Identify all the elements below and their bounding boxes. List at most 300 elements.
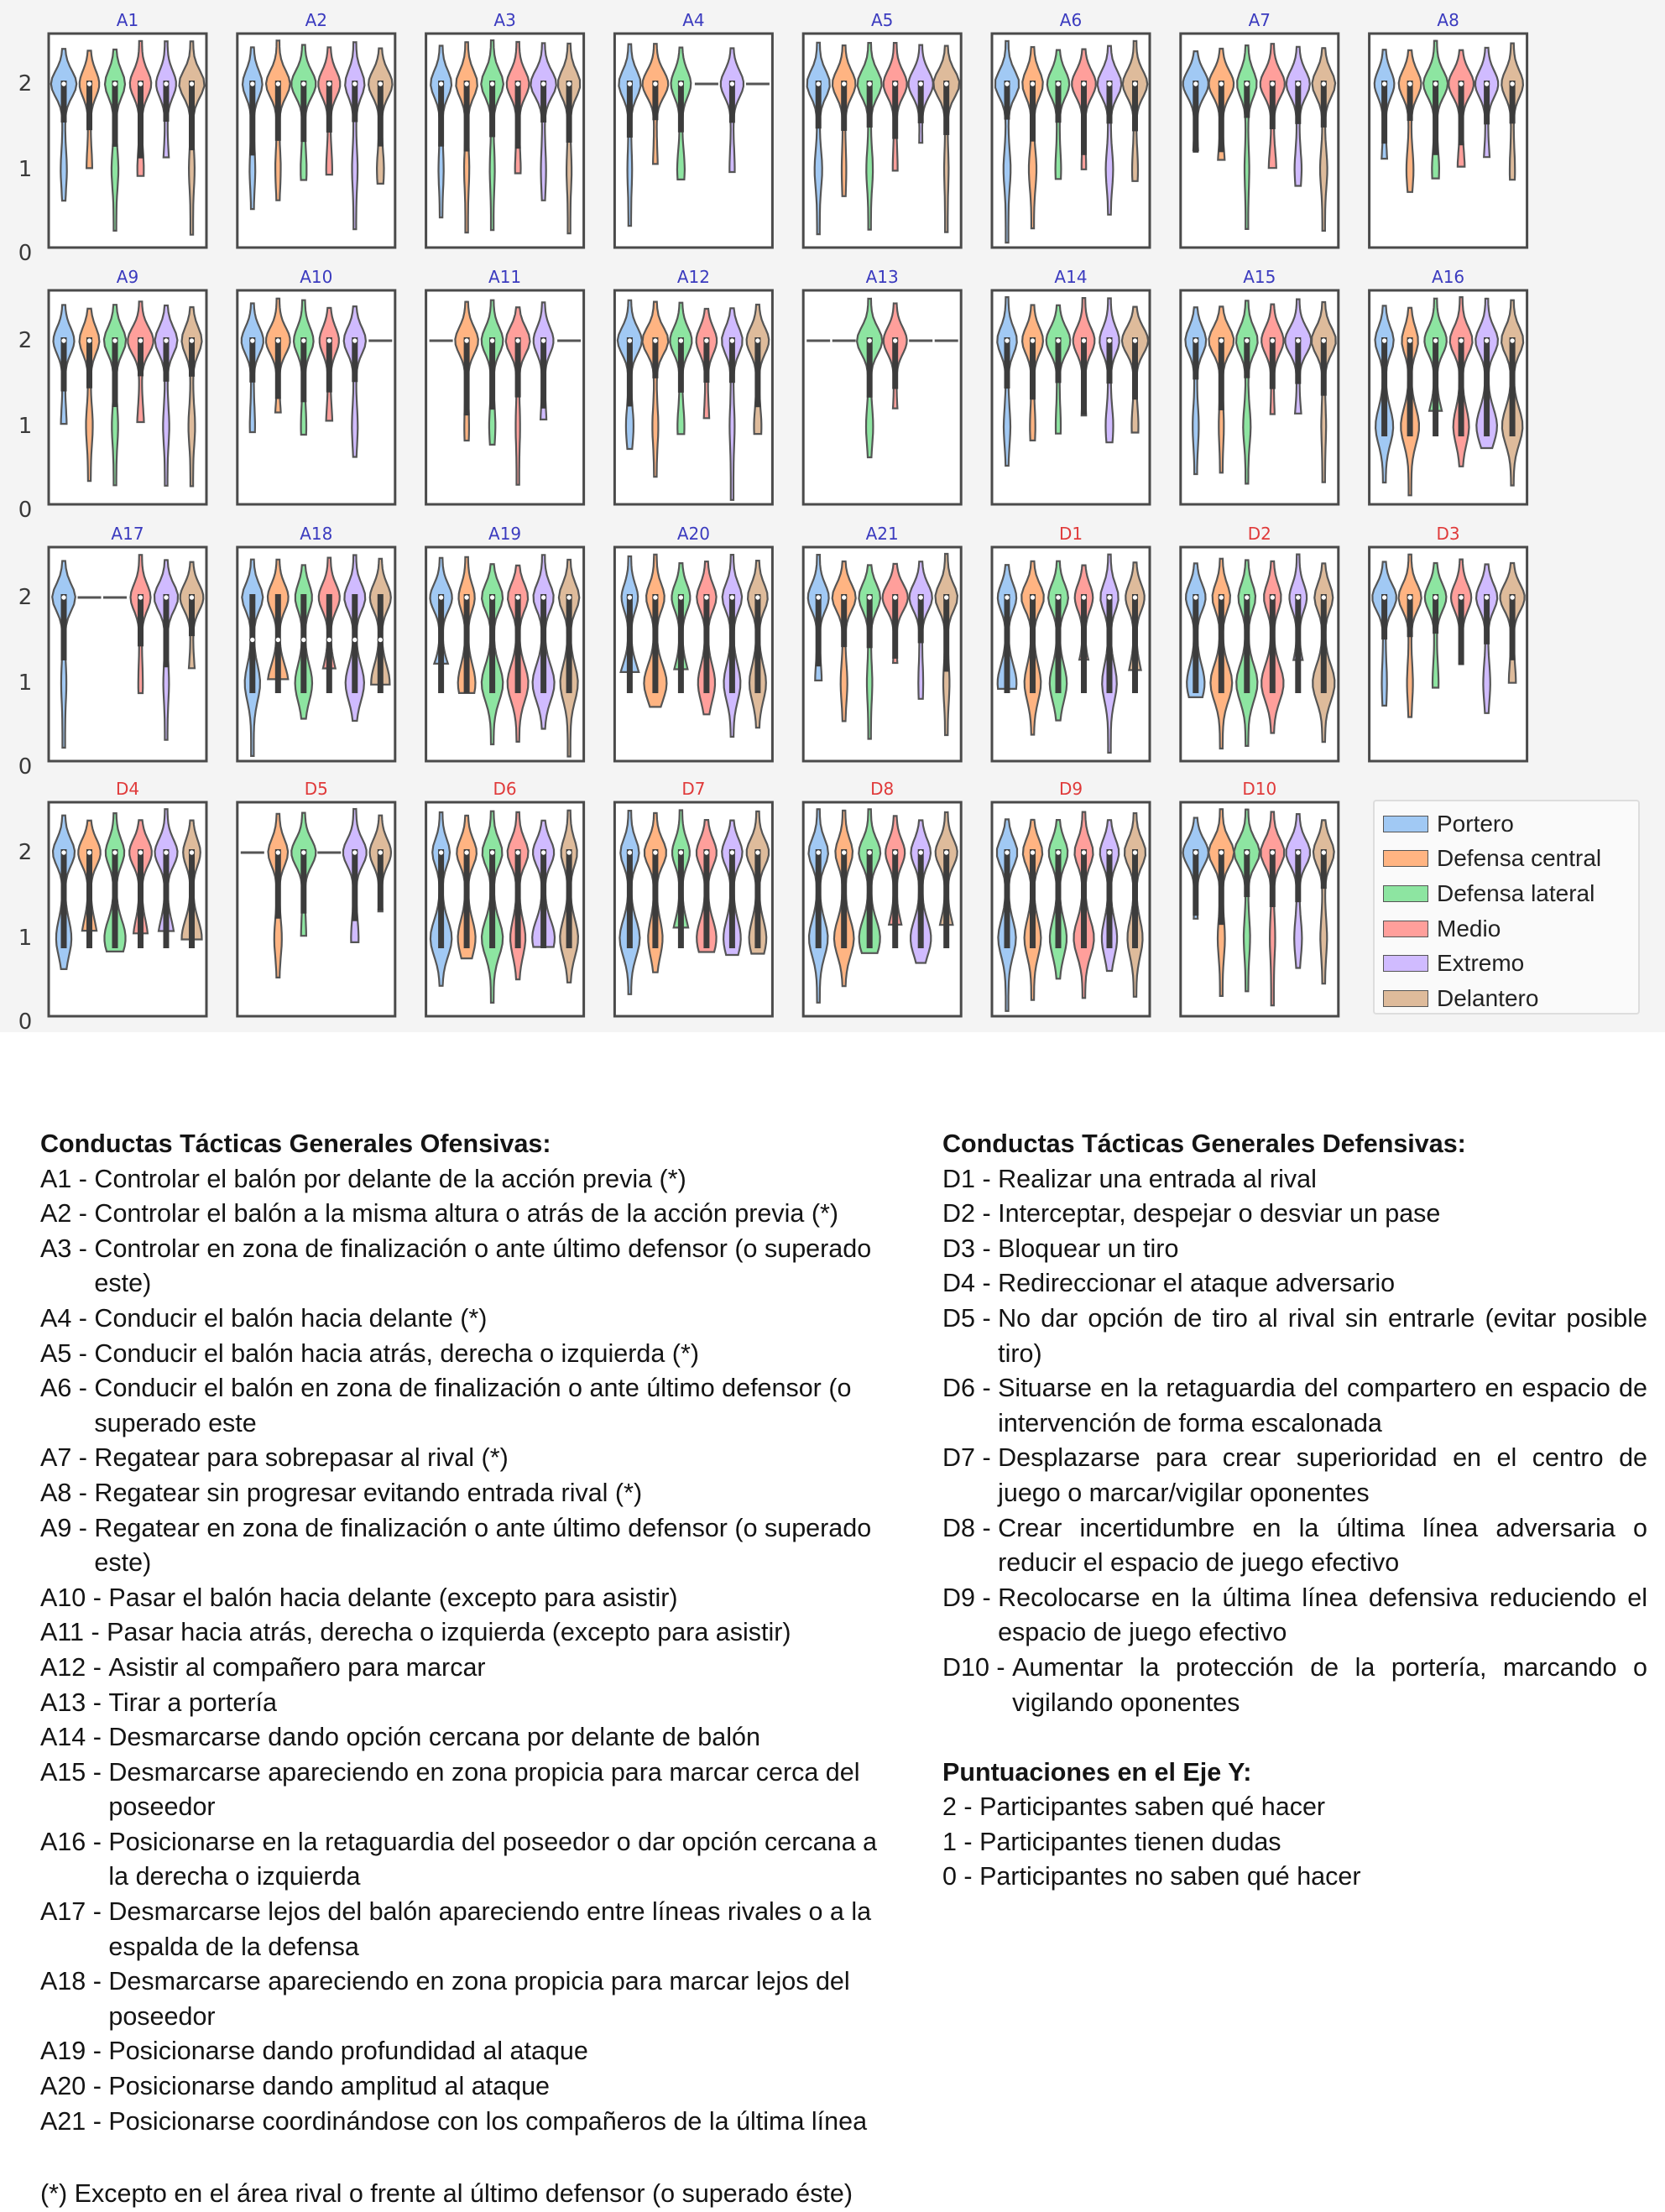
offensive-item: [40, 1756, 879, 1825]
violin-median: [352, 338, 358, 343]
defensive-item: [942, 1197, 1647, 1232]
legend-label: Delantero: [1437, 984, 1539, 1011]
violin-box: [1295, 337, 1301, 384]
violin-median: [1510, 338, 1515, 343]
y-tick-label: 0: [18, 754, 33, 780]
defensive-item-desc: Desplazarse para crear superioridad en el centro de juego o marcar/vigilar oponentes: [998, 1443, 1647, 1507]
violin-box: [1219, 594, 1224, 693]
violin-median: [1381, 338, 1386, 343]
violin-median: [893, 850, 898, 855]
violin-median: [112, 850, 117, 855]
violin-box: [627, 81, 633, 138]
violin-box: [1484, 337, 1490, 436]
violin-box: [300, 594, 306, 693]
violin-box: [352, 594, 358, 693]
violin-median: [729, 850, 734, 855]
violin-box: [1030, 81, 1036, 142]
violin-median: [1270, 81, 1275, 86]
violin-box: [1193, 81, 1198, 153]
legend-item: [1375, 876, 1638, 911]
violin-box: [1132, 594, 1138, 693]
offensive-item-code: A13 -: [40, 1688, 109, 1717]
violin-box: [1484, 594, 1490, 644]
violin-median: [653, 850, 658, 855]
violin-median: [1107, 850, 1112, 855]
facet-frame: [803, 290, 961, 504]
violin-median: [164, 338, 169, 343]
violin-median: [1219, 81, 1224, 86]
violin-box: [540, 337, 546, 409]
violin-box: [943, 594, 949, 671]
violin-median: [138, 338, 143, 343]
violin-median: [704, 338, 709, 343]
violin-box: [464, 337, 470, 415]
facet-title: D1: [1058, 524, 1083, 544]
violin-median: [1107, 595, 1112, 600]
violin-median: [1459, 595, 1464, 600]
violin-box: [1295, 594, 1301, 693]
violin-median: [893, 81, 898, 86]
offensive-item: [40, 1441, 879, 1476]
defensive-behaviors-list: [942, 1127, 1647, 1895]
violin-box: [1459, 594, 1464, 665]
violin-box: [627, 849, 633, 948]
violin-box: [1219, 849, 1224, 925]
facet-frame: [426, 290, 584, 504]
facet-a8: [1370, 10, 1527, 248]
violin-box: [1107, 337, 1113, 383]
violin-box: [1381, 594, 1387, 639]
violin-median: [515, 850, 520, 855]
violin-median: [816, 850, 821, 855]
violin-box: [867, 594, 873, 648]
violin-box: [566, 849, 572, 948]
violin-median: [1219, 338, 1224, 343]
facet-a6: [992, 10, 1150, 248]
facet-frame: [1370, 290, 1527, 504]
violin-box: [61, 337, 67, 392]
facet-d4: [18, 779, 206, 1032]
violin-box: [1005, 337, 1010, 389]
violin-median: [138, 595, 143, 600]
facet-d7: [614, 779, 772, 1016]
defensive-item: [942, 1581, 1647, 1651]
defensive-item-code: D4 -: [942, 1269, 999, 1298]
violin-median: [1407, 81, 1412, 86]
violin-box: [300, 849, 306, 914]
legend: [1373, 800, 1640, 1015]
violin-median: [1056, 338, 1061, 343]
violin-median: [918, 850, 923, 855]
violin-median: [1081, 850, 1086, 855]
violin-box: [1321, 337, 1327, 396]
offensive-item: [40, 2069, 879, 2105]
defensive-item: [942, 1266, 1647, 1302]
violin-box: [515, 81, 521, 149]
defensive-item-code: D1 -: [942, 1164, 999, 1193]
violin-box: [249, 337, 255, 383]
facet-d5: [237, 779, 395, 1016]
violin-median: [1245, 850, 1250, 855]
defensive-item: [942, 1162, 1647, 1197]
violin-box: [86, 337, 92, 389]
violin-median: [164, 81, 169, 86]
violin-median: [1321, 81, 1326, 86]
violin-box: [867, 337, 873, 398]
violin-median: [86, 81, 91, 86]
violin-box: [189, 81, 195, 150]
offensive-item: [40, 1895, 879, 1964]
violin-median: [250, 338, 255, 343]
facet-d2: [1181, 524, 1339, 761]
offensive-item-desc: Conducir el balón hacia delante (*): [94, 1303, 488, 1333]
facet-title: A21: [865, 524, 899, 544]
facet-frame: [426, 547, 584, 761]
violin-median: [1081, 338, 1086, 343]
facet-frame: [237, 290, 395, 504]
legend-swatch: [1383, 816, 1428, 832]
defensive-item-desc: No dar opción de tiro al rival sin entrarle (evitar posible tiro): [998, 1303, 1647, 1368]
violin-box: [489, 81, 495, 137]
violin-box: [1081, 81, 1087, 155]
violin-box: [652, 594, 658, 693]
legend-item: [1375, 981, 1638, 1016]
violin-median: [189, 338, 194, 343]
offensive-item: [40, 1825, 879, 1895]
violin-median: [1132, 81, 1137, 86]
facet-title: A9: [116, 267, 139, 287]
legend-item: [1375, 911, 1638, 947]
violin-median: [627, 81, 632, 86]
legend-item: [1375, 806, 1638, 842]
facet-frame: [426, 34, 584, 248]
violin-box: [438, 594, 444, 693]
violin-box: [515, 849, 521, 948]
violin-median: [842, 81, 847, 86]
violin-median: [566, 595, 572, 600]
violin-box: [86, 849, 92, 948]
offensive-item-code: A18 -: [40, 1967, 109, 1996]
violin-box: [540, 849, 546, 948]
violin-median: [816, 81, 821, 86]
violin-box: [729, 849, 735, 948]
violin-median: [1296, 338, 1301, 343]
violin-median: [189, 81, 194, 86]
y-tick-label: 0: [18, 1009, 33, 1032]
y-score-item: 2 - Participantes saben qué hacer: [942, 1792, 1326, 1822]
facet-a21: [803, 524, 961, 761]
facet-title: A20: [676, 524, 710, 544]
violin-box: [754, 849, 760, 948]
violin-median: [1321, 595, 1326, 600]
violin-box: [1433, 337, 1438, 436]
facet-a15: [1181, 267, 1339, 504]
facet-a5: [803, 10, 961, 248]
violin-median: [918, 595, 923, 600]
facet-a10: [237, 267, 395, 504]
violin-median: [489, 81, 494, 86]
violin-box: [489, 594, 495, 693]
violin-chart-panel: [0, 0, 1665, 1032]
violin-box: [627, 594, 633, 693]
violin-box: [112, 81, 118, 147]
facet-frame: [237, 34, 395, 248]
facet-a20: [614, 524, 772, 761]
offensive-item-desc: Tirar a portería: [108, 1688, 277, 1717]
facet-title: D7: [681, 779, 706, 799]
facet-frame: [614, 547, 772, 761]
offensive-item-code: A14 -: [40, 1723, 109, 1752]
violin-median: [438, 595, 443, 600]
offensive-item-code: A12 -: [40, 1652, 109, 1682]
violin-median: [1132, 850, 1137, 855]
facet-frame: [803, 802, 961, 1016]
offensive-item-desc: Pasar el balón hacia delante (excepto para asistir): [108, 1583, 678, 1612]
violin-median: [1510, 595, 1515, 600]
violin-box: [1484, 81, 1490, 124]
violin-median: [438, 81, 443, 86]
violin-median: [678, 338, 683, 343]
violin-median: [678, 595, 683, 600]
violin-median: [1219, 595, 1224, 600]
facet-a18: [237, 524, 395, 761]
violin-box: [438, 849, 444, 948]
violin-median: [540, 595, 545, 600]
violin-box: [164, 337, 170, 382]
facet-title: D6: [493, 779, 517, 799]
violin-box: [1132, 849, 1138, 948]
violin-median: [1510, 81, 1515, 86]
violin-median: [1005, 595, 1010, 600]
violin-median: [944, 81, 949, 86]
violin-box: [1244, 849, 1250, 897]
violin-median: [275, 81, 280, 86]
facet-frame: [49, 34, 206, 248]
offensive-item-desc: Posicionarse en la retaguardia del poseedor o dar opción cercana a la derecha o izquierda: [108, 1827, 877, 1891]
violin-box: [1193, 849, 1198, 916]
violin-box: [1056, 337, 1062, 383]
violin-box: [816, 81, 822, 128]
offensive-item-code: A2 -: [40, 1199, 95, 1229]
violin-median: [352, 637, 358, 642]
violin-median: [1030, 338, 1035, 343]
violin-box: [892, 849, 898, 948]
violin-box: [678, 849, 684, 948]
facet-frame: [1370, 547, 1527, 761]
violin-median: [378, 850, 383, 855]
violin-median: [1270, 595, 1275, 600]
violin-median: [566, 850, 572, 855]
violin-median: [867, 81, 872, 86]
violin-box: [918, 849, 924, 948]
violin-box: [1270, 594, 1276, 693]
violin-median: [1245, 595, 1250, 600]
violin-box: [464, 594, 470, 693]
facet-a12: [614, 267, 772, 504]
violin-median: [489, 338, 494, 343]
violin-box: [326, 81, 332, 133]
violin-box: [1459, 337, 1464, 436]
violin-median: [1321, 338, 1326, 343]
violin-median: [1081, 81, 1086, 86]
facet-title: A12: [676, 267, 710, 287]
y-tick-label: 2: [18, 71, 33, 97]
y-tick-label: 1: [18, 157, 33, 182]
violin-box: [1030, 849, 1036, 948]
facet-title: A4: [682, 10, 705, 30]
defensive-item-desc: Recolocarse en la última línea defensiva reduciendo el espacio de juego efectivo: [998, 1583, 1647, 1647]
violin-box: [1244, 594, 1250, 693]
offensive-item: [40, 1615, 879, 1651]
facet-frame: [1181, 802, 1339, 1016]
facet-title: A16: [1432, 267, 1465, 287]
offensive-item: [40, 1581, 879, 1616]
violin-median: [326, 637, 331, 642]
violin-median: [627, 595, 632, 600]
facet-frame: [1181, 34, 1339, 248]
violin-box: [816, 594, 822, 666]
violin-median: [1407, 595, 1412, 600]
legend-label: Defensa central: [1437, 845, 1602, 872]
violin-box: [1107, 849, 1113, 948]
violin-median: [1132, 595, 1137, 600]
violin-median: [515, 81, 520, 86]
facet-title: D9: [1058, 779, 1083, 799]
violin-median: [464, 81, 469, 86]
facet-a4: [614, 10, 772, 248]
violin-median: [164, 595, 169, 600]
violin-median: [1005, 338, 1010, 343]
facet-title: A2: [305, 10, 328, 30]
violin-box: [703, 337, 709, 383]
facet-title: A18: [300, 524, 333, 544]
violin-median: [250, 81, 255, 86]
facet-a11: [426, 267, 584, 504]
offensive-item: [40, 1162, 879, 1197]
violin-median: [189, 595, 194, 600]
violin-median: [61, 81, 66, 86]
offensive-item: [40, 1476, 879, 1511]
facet-a14: [992, 267, 1150, 504]
facet-d9: [992, 779, 1150, 1016]
violin-median: [867, 595, 872, 600]
legend-label: Portero: [1437, 810, 1514, 837]
facet-title: A11: [488, 267, 522, 287]
violin-box: [1030, 594, 1036, 693]
violin-box: [112, 337, 118, 407]
offensive-item-code: A19 -: [40, 2037, 109, 2066]
violin-box: [892, 594, 898, 659]
violin-box: [627, 337, 633, 406]
y-tick-label: 2: [18, 585, 33, 610]
offensive-item-desc: Conducir el balón hacia atrás, derecha o izquierda (*): [94, 1338, 699, 1368]
offensive-item: [40, 2105, 879, 2140]
violin-box: [841, 594, 847, 647]
violin-box: [1381, 81, 1387, 143]
y-tick-label: 2: [18, 840, 33, 865]
violin-box: [943, 81, 949, 135]
violin-median: [1030, 81, 1035, 86]
legend-swatch: [1383, 921, 1428, 937]
defensive-item-desc: Aumentar la protección de la portería, marcando o vigilando oponentes: [1012, 1652, 1647, 1717]
footnote: (*) Excepto en el área rival o frente al último defensor (o superado éste): [40, 2179, 853, 2208]
violin-median: [1056, 595, 1061, 600]
violin-median: [729, 595, 734, 600]
violin-box: [1270, 81, 1276, 129]
violin-median: [1270, 850, 1275, 855]
y-tick-label: 2: [18, 328, 33, 353]
violin-box: [943, 849, 949, 948]
violin-box: [703, 849, 709, 948]
violin-median: [61, 338, 66, 343]
violin-median: [1056, 81, 1061, 86]
violin-box: [1132, 81, 1138, 131]
violin-median: [729, 338, 734, 343]
facet-title: A5: [870, 10, 894, 30]
violin-median: [1245, 81, 1250, 86]
violin-box: [566, 594, 572, 693]
violin-median: [86, 338, 91, 343]
violin-median: [729, 81, 734, 86]
facet-a13: [803, 267, 961, 504]
legend-label: Extremo: [1437, 950, 1525, 977]
offensive-item-desc: Posicionarse coordinándose con los compañeros de la última línea: [108, 2106, 868, 2136]
defensive-item: [942, 1511, 1647, 1581]
y-tick-label: 0: [18, 498, 33, 523]
violin-box: [189, 849, 195, 948]
facet-d6: [426, 779, 584, 1016]
y-tick-label: 1: [18, 670, 33, 696]
violin-median: [378, 81, 383, 86]
violin-median: [1296, 595, 1301, 600]
violin-median: [275, 637, 280, 642]
violin-box: [678, 337, 684, 393]
violin-median: [61, 850, 66, 855]
violin-median: [678, 850, 683, 855]
violin-box: [652, 849, 658, 948]
defensive-title: Conductas Tácticas Generales Defensivas:: [942, 1129, 1466, 1158]
violin-box: [275, 594, 281, 693]
violin-box: [249, 81, 255, 155]
violin-median: [301, 338, 306, 343]
violin-median: [1459, 81, 1464, 86]
legend-swatch: [1383, 955, 1428, 972]
violin-median: [1005, 850, 1010, 855]
violin-box: [1381, 337, 1387, 436]
violin-box: [275, 81, 281, 141]
violin-median: [138, 850, 143, 855]
y-scores-title: Puntuaciones en el Eje Y:: [942, 1757, 1252, 1787]
violin-box: [1510, 337, 1516, 436]
violin-median: [301, 81, 306, 86]
defensive-item-desc: Crear incertidumbre en la última línea adversaria o reducir el espacio de juego efectivo: [998, 1513, 1647, 1578]
facet-title: A10: [300, 267, 333, 287]
facet-a19: [426, 524, 584, 761]
offensive-item-desc: Controlar en zona de finalización o ante último defensor (o superado este): [94, 1234, 872, 1298]
violin-median: [540, 338, 545, 343]
facet-frame: [1181, 547, 1339, 761]
violin-box: [515, 594, 521, 693]
violin-box: [1056, 594, 1062, 693]
offensive-item: [40, 1964, 879, 2034]
offensive-item: [40, 1511, 879, 1581]
facet-frame: [614, 34, 772, 248]
defensive-item-code: D5 -: [942, 1303, 999, 1333]
offensive-behaviors-list: [40, 1127, 879, 2139]
violin-median: [1030, 850, 1035, 855]
violin-median: [1296, 81, 1301, 86]
violin-box: [1510, 81, 1516, 123]
